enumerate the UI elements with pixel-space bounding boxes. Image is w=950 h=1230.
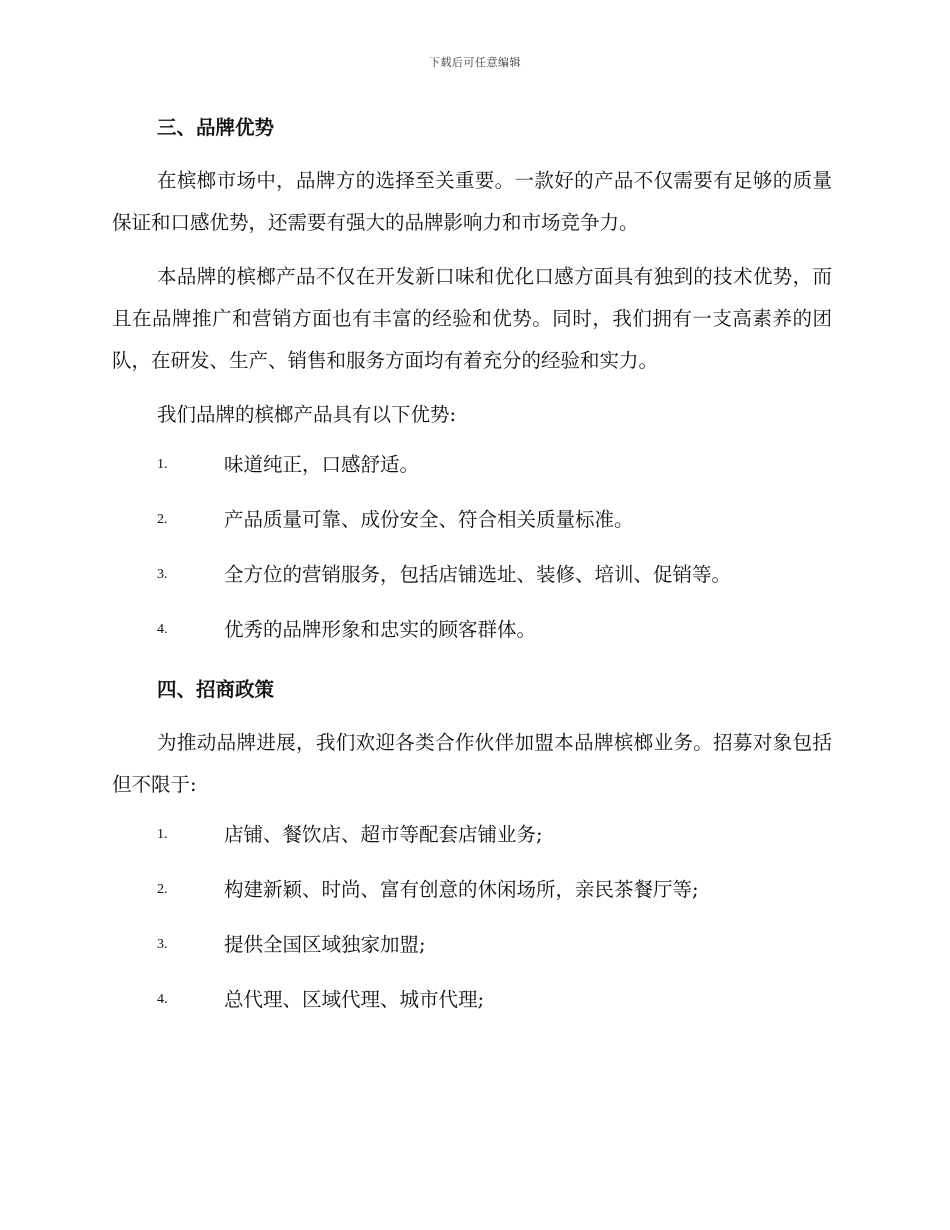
list-item-number: 4. bbox=[157, 992, 168, 1007]
list-item-number: 2. bbox=[157, 512, 168, 527]
paragraph: 我们品牌的槟榔产品具有以下优势: bbox=[157, 403, 457, 426]
section-heading-investment-policy: 四、招商政策 bbox=[157, 678, 275, 701]
list-item-text: 优秀的品牌形象和忠实的顾客群体。 bbox=[224, 618, 537, 641]
list-item-text: 产品质量可靠、成份安全、符合相关质量标准。 bbox=[224, 508, 634, 531]
list-item-text: 总代理、区域代理、城市代理; bbox=[224, 988, 485, 1011]
list-item-text: 店铺、餐饮店、超市等配套店铺业务; bbox=[224, 823, 543, 846]
list-item bbox=[112, 930, 832, 985]
list-item-text: 提供全国区域独家加盟; bbox=[224, 933, 426, 956]
list-item bbox=[112, 450, 832, 505]
list-item bbox=[112, 505, 832, 560]
list-item bbox=[112, 985, 832, 1040]
list-item-number: 4. bbox=[157, 622, 168, 637]
document-body bbox=[112, 108, 832, 1040]
list-item bbox=[112, 615, 832, 670]
list-item bbox=[112, 820, 832, 875]
list-item-text: 味道纯正，口感舒适。 bbox=[224, 453, 420, 476]
list-item bbox=[112, 875, 832, 930]
paragraph: 在槟榔市场中，品牌方的选择至关重要。一款好的产品不仅需要有足够的质量保证和口感优势，还需要有强大的品牌影响力和市场竞争力。 bbox=[112, 169, 832, 234]
list-item-number: 1. bbox=[157, 827, 168, 842]
paragraph: 本品牌的槟榔产品不仅在开发新口味和优化口感方面具有独到的技术优势，而且在品牌推广和营销方面也有丰富的经验和优势。同时，我们拥有一支高素养的团队，在研发、生产、销售和服务方面均有着充分的经验和实力。 bbox=[112, 265, 832, 372]
list-item-number: 3. bbox=[157, 567, 168, 582]
section-heading-brand-advantages: 三、品牌优势 bbox=[157, 116, 275, 139]
advantages-list bbox=[112, 450, 832, 670]
list-item-number: 1. bbox=[157, 457, 168, 472]
page-header: 下载后可任意编辑 bbox=[429, 56, 521, 69]
list-item-number: 2. bbox=[157, 882, 168, 897]
paragraph: 为推动品牌进展，我们欢迎各类合作伙伴加盟本品牌槟榔业务。招募对象包括但不限于: bbox=[112, 731, 832, 796]
recruitment-list bbox=[112, 820, 832, 1040]
list-item-text: 构建新颖、时尚、富有创意的休闲场所，亲民茶餐厅等; bbox=[224, 878, 699, 901]
list-item-text: 全方位的营销服务，包括店铺选址、装修、培训、促销等。 bbox=[224, 563, 732, 586]
list-item-number: 3. bbox=[157, 937, 168, 952]
list-item bbox=[112, 560, 832, 615]
